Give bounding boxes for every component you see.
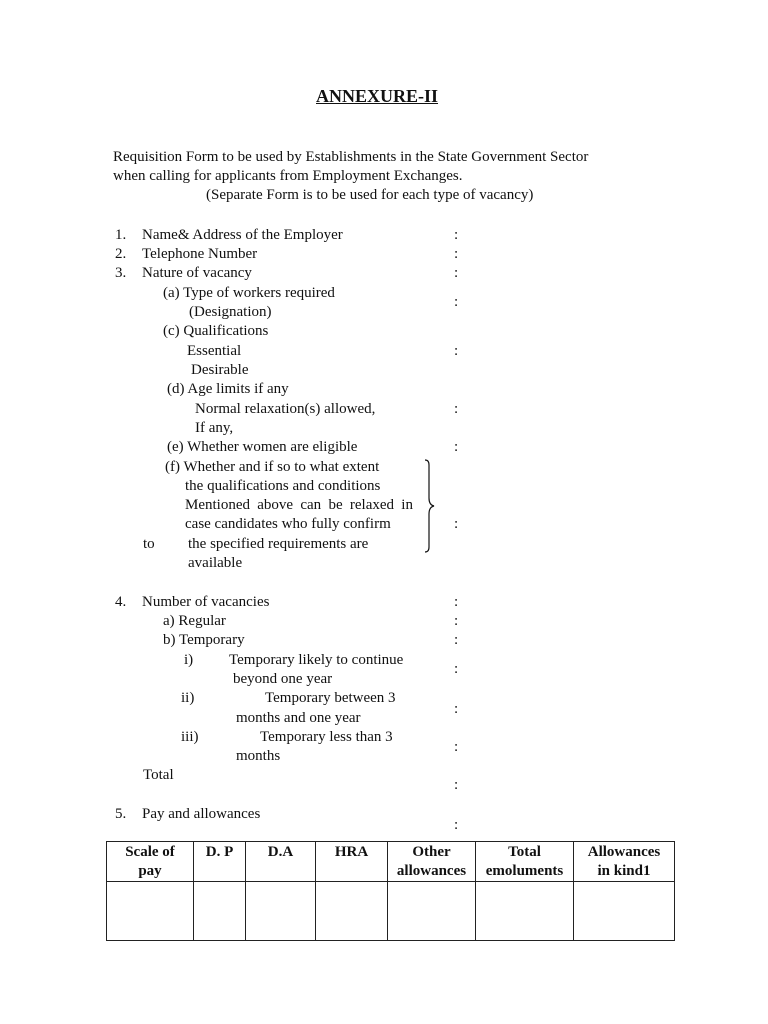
sub-item-temp-3-months-2: months and one year [236,710,361,726]
sub-item-temp-less-3: Temporary less than 3 [260,729,393,745]
colon: : [454,265,459,281]
colon: : [454,594,459,610]
sub-item-relaxation-line-3: Mentioned above can be relaxed in [185,497,413,513]
sub-item-relaxation-line-5: the specified requirements are [188,536,369,552]
sub-item-to: to [143,536,155,552]
sub-item-temp-beyond-year-2: beyond one year [233,671,333,687]
header-other-allowances: Other allowances [388,842,476,882]
colon: : [454,294,459,310]
intro-line-1: Requisition Form to be used by Establishments in the State Government Sector [113,149,589,165]
item-label-pay: Pay and allowances [142,806,261,822]
header-da: D.A [246,842,316,882]
colon: : [454,516,459,532]
sub-item-relaxation-line-2: the qualifications and conditions [185,478,381,494]
sub-item-temp-3-months: Temporary between 3 [265,690,396,706]
colon: : [454,613,459,629]
item-label-employer: Name& Address of the Employer [142,227,343,243]
table-header-row [107,842,675,882]
table-cell[interactable] [316,882,388,941]
page-title: ANNEXURE-II [316,86,439,106]
header-hra: HRA [316,842,388,882]
roman-numeral-1: i) [184,652,194,668]
table-row [107,882,675,941]
intro-line-2: when calling for applicants from Employment Exchanges. [113,168,463,184]
pay-allowances-table [106,841,675,941]
total-label: Total [143,767,174,783]
table-cell[interactable] [476,882,574,941]
sub-item-type-of-workers: (a) Type of workers required [163,285,335,301]
header-scale-of-pay: Scale of pay [107,842,194,882]
roman-numeral-2: ii) [181,690,195,706]
sub-item-temporary: b) Temporary [163,632,245,648]
header-total-emoluments: Total emoluments [476,842,574,882]
sub-item-regular: a) Regular [163,613,226,629]
colon: : [454,777,459,793]
item-label-telephone: Telephone Number [142,246,258,262]
sub-item-qualifications: (c) Qualifications [163,323,269,339]
sub-item-age-limits: (d) Age limits if any [167,381,289,397]
table-cell[interactable] [246,882,316,941]
colon: : [454,817,459,833]
table-cell[interactable] [107,882,194,941]
curly-brace [422,459,438,553]
item-label-nature: Nature of vacancy [142,265,252,281]
item-number-5: 5. [115,806,127,822]
sub-item-relaxation-extent: (f) Whether and if so to what extent [165,459,380,475]
item-number-4: 4. [115,594,127,610]
sub-item-if-any: If any, [195,420,234,436]
table-cell[interactable] [574,882,675,941]
sub-item-designation: (Designation) [189,304,272,320]
roman-numeral-3: iii) [181,729,199,745]
colon: : [454,739,459,755]
header-allowances-in-kind: Allowances in kind1 [574,842,675,882]
item-number-1: 1. [115,227,127,243]
sub-item-relaxation-line-4: case candidates who fully confirm [185,516,391,532]
item-number-3: 3. [115,265,127,281]
sub-item-temp-beyond-year: Temporary likely to continue [229,652,404,668]
sub-item-normal-relaxation: Normal relaxation(s) allowed, [195,401,376,417]
sub-item-desirable: Desirable [191,362,249,378]
table-cell[interactable] [194,882,246,941]
colon: : [454,401,459,417]
item-label-vacancies: Number of vacancies [142,594,270,610]
table-cell[interactable] [388,882,476,941]
sub-item-temp-less-3-2: months [236,748,281,764]
sub-item-essential: Essential [187,343,242,359]
header-dp: D. P [194,842,246,882]
intro-line-3: (Separate Form is to be used for each type of vacancy) [206,187,534,203]
sub-item-women-eligible: (e) Whether women are eligible [167,439,358,455]
colon: : [454,632,459,648]
colon: : [454,343,459,359]
colon: : [454,701,459,717]
colon: : [454,227,459,243]
colon: : [454,246,459,262]
colon: : [454,439,459,455]
sub-item-relaxation-line-6: available [188,555,243,571]
colon: : [454,661,459,677]
item-number-2: 2. [115,246,127,262]
